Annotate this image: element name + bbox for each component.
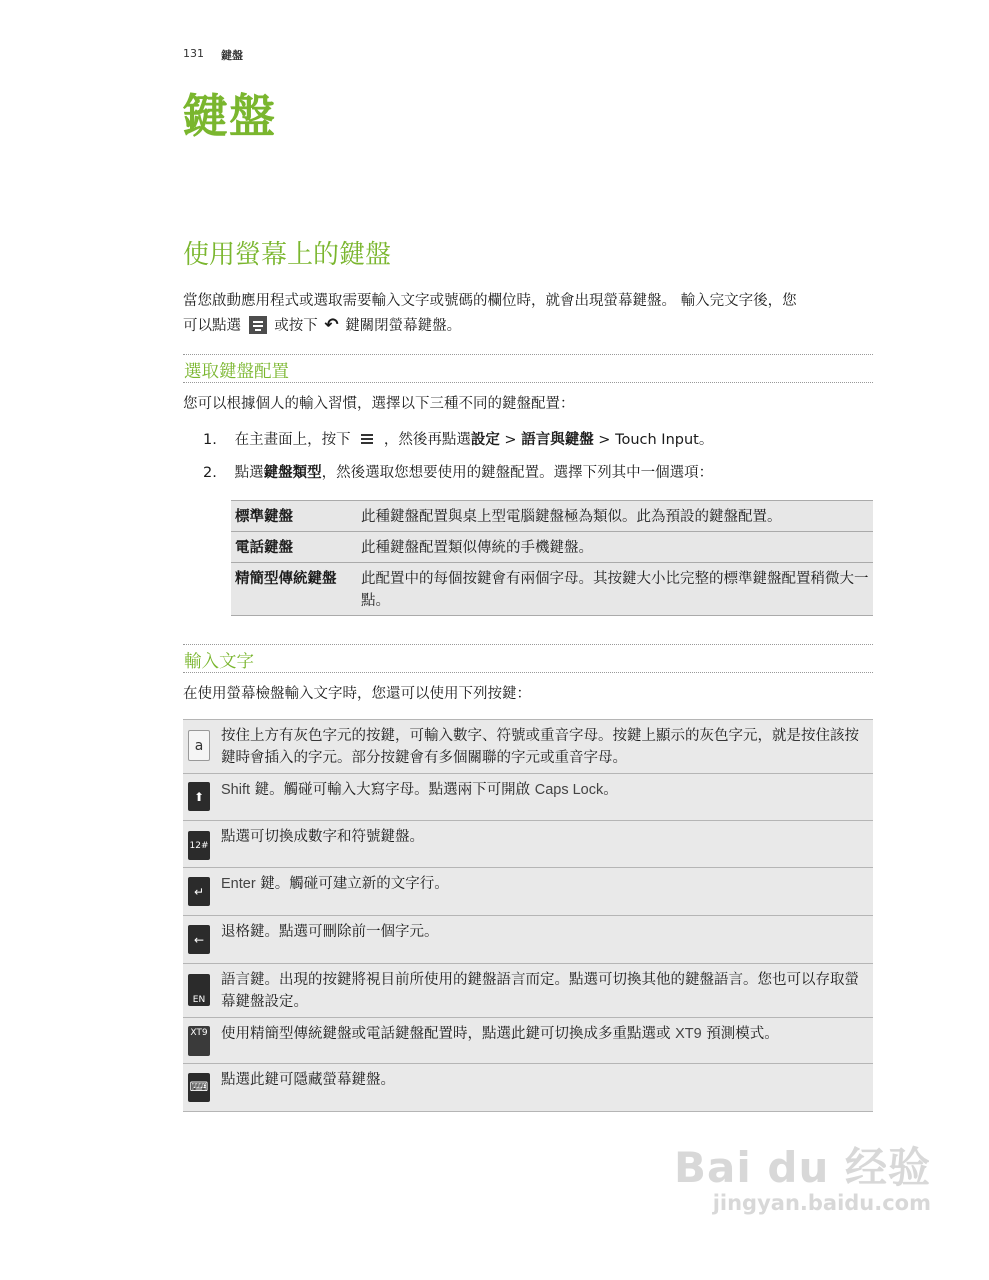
layout-desc: 此種鍵盤配置與桌上型電腦鍵盤極為類似。此為預設的鍵盤配置。 (357, 501, 873, 532)
step-1-text-b: ，然後再點選 (383, 432, 471, 448)
step-1 (203, 428, 713, 449)
key-row-backspace (183, 915, 873, 964)
intro-line-1: 當您啟動應用程式或選取需要輸入文字或號碼的欄位時，就會出現螢幕鍵盤。 輸入完文字後，您 (183, 293, 797, 309)
layout-description: 您可以根據個人的輸入習慣，選擇以下三種不同的鍵盤配置： (183, 396, 575, 412)
table-row (231, 501, 873, 532)
menu-icon (359, 431, 375, 447)
key-desc: 按住上方有灰色字元的按鍵，可輸入數字、符號或重音字母。按鍵上顯示的灰色字元，就是按住該按鍵時會插入的字元。部分按鍵會有多個關聯的字元或重音字母。 (221, 728, 859, 766)
shift-label: Shift (221, 782, 251, 798)
language-key-icon: EN (188, 974, 210, 1006)
layout-name: 精簡型傳統鍵盤 (231, 563, 357, 616)
subsection-title-input: 輸入文字 (184, 652, 254, 672)
step-1-sep: > (499, 432, 522, 448)
step-1-touch-input: > Touch Input。 (593, 432, 714, 448)
key-desc (221, 873, 869, 895)
step-1-number: 1. (203, 432, 217, 448)
step-2 (203, 461, 713, 482)
enter-label: Enter (221, 876, 256, 892)
layout-desc: 此種鍵盤配置類似傳統的手機鍵盤。 (357, 532, 873, 563)
xt9-desc-end: 預測模式。 (701, 1026, 779, 1042)
watermark-url: jingyan.baidu.com (712, 1191, 931, 1215)
xt9-key-icon: XT9 (188, 1026, 210, 1056)
layout-name: 標準鍵盤 (231, 501, 357, 532)
key-row-hide (183, 1063, 873, 1112)
page-number: 131 (183, 47, 204, 60)
backspace-key-icon: ← (188, 925, 210, 954)
table-row (231, 563, 873, 616)
step-2-text-a: 點選 (234, 465, 264, 481)
intro-line-2 (183, 313, 873, 338)
key-row-xt9 (183, 1017, 873, 1064)
key-row-shift (183, 773, 873, 821)
accent-key-icon: a (188, 730, 210, 761)
shift-desc-text: 鍵。觸碰可輸入大寫字母。點選兩下可開啟 (250, 782, 535, 798)
subsection-title-layout: 選取鍵盤配置 (184, 362, 289, 382)
step-1-language-keyboard: 語言與鍵盤 (521, 432, 594, 448)
step-2-number: 2. (203, 465, 217, 481)
enter-key-icon: ↵ (188, 877, 210, 906)
keyboard-layout-table (231, 500, 873, 616)
step-1-text-a: 在主畫面上，按下 (234, 432, 351, 448)
step-1-settings: 設定 (470, 432, 500, 448)
layout-desc: 此配置中的每個按鍵會有兩個字母。其按鍵大小比完整的標準鍵盤配置稍微大一點。 (357, 563, 873, 616)
subsection-header-layout (183, 354, 873, 383)
key-row-accent (183, 719, 873, 774)
key-desc: 退格鍵。點選可刪除前一個字元。 (221, 924, 439, 940)
intro-text-b: 或按下 (274, 318, 318, 334)
numbers-key-icon: 12# (188, 831, 210, 860)
hide-keyboard-key-icon: ⌨ (188, 1073, 210, 1102)
enter-desc-text: 鍵。觸碰可建立新的文字行。 (255, 876, 449, 892)
shift-key-icon: ⬆ (188, 782, 210, 811)
layout-name: 電話鍵盤 (231, 532, 357, 563)
intro-text-a: 可以點選 (183, 318, 241, 334)
input-description: 在使用螢幕檢盤輸入文字時，您還可以使用下列按鍵： (183, 686, 531, 702)
key-desc: 語言鍵。出現的按鍵將視目前所使用的鍵盤語言而定。點選可切換其他的鍵盤語言。您也可以存取螢幕鍵盤設定。 (221, 972, 859, 1010)
table-row (231, 532, 873, 563)
step-2-keyboard-type: 鍵盤類型 (263, 465, 322, 481)
xt9-desc-text: 使用精簡型傳統鍵盤或電話鍵盤配置時，點選此鍵可切換成多重點選或 (221, 1026, 676, 1042)
back-arrow-icon: ↶ (324, 315, 339, 335)
watermark-main: Bai du 经验 (674, 1143, 931, 1192)
intro-text-c: 鍵關閉螢幕鍵盤。 (345, 318, 462, 334)
key-row-language (183, 963, 873, 1018)
running-header-title: 鍵盤 (221, 49, 243, 62)
step-2-text-c: ，然後選取您想要使用的鍵盤配置。選擇下列其中一個選項： (321, 465, 714, 481)
shift-desc-end: 。 (603, 782, 618, 798)
baidu-watermark (674, 1135, 931, 1215)
hide-keyboard-icon (249, 316, 267, 334)
xt9-label: XT9 (675, 1026, 702, 1042)
chapter-title: 鍵盤 (182, 89, 276, 143)
subsection-header-input (183, 644, 873, 673)
key-desc: 點選此鍵可隱藏螢幕鍵盤。 (221, 1072, 395, 1088)
key-desc (221, 1023, 869, 1045)
key-desc (221, 779, 869, 801)
key-row-enter (183, 867, 873, 916)
key-row-numbers (183, 820, 873, 868)
intro-paragraph (183, 289, 873, 338)
section-title: 使用螢幕上的鍵盤 (183, 240, 392, 270)
key-table-bottom-rule (183, 1111, 873, 1112)
caps-lock-label: Caps Lock (534, 782, 604, 798)
key-desc: 點選可切換成數字和符號鍵盤。 (221, 829, 424, 845)
